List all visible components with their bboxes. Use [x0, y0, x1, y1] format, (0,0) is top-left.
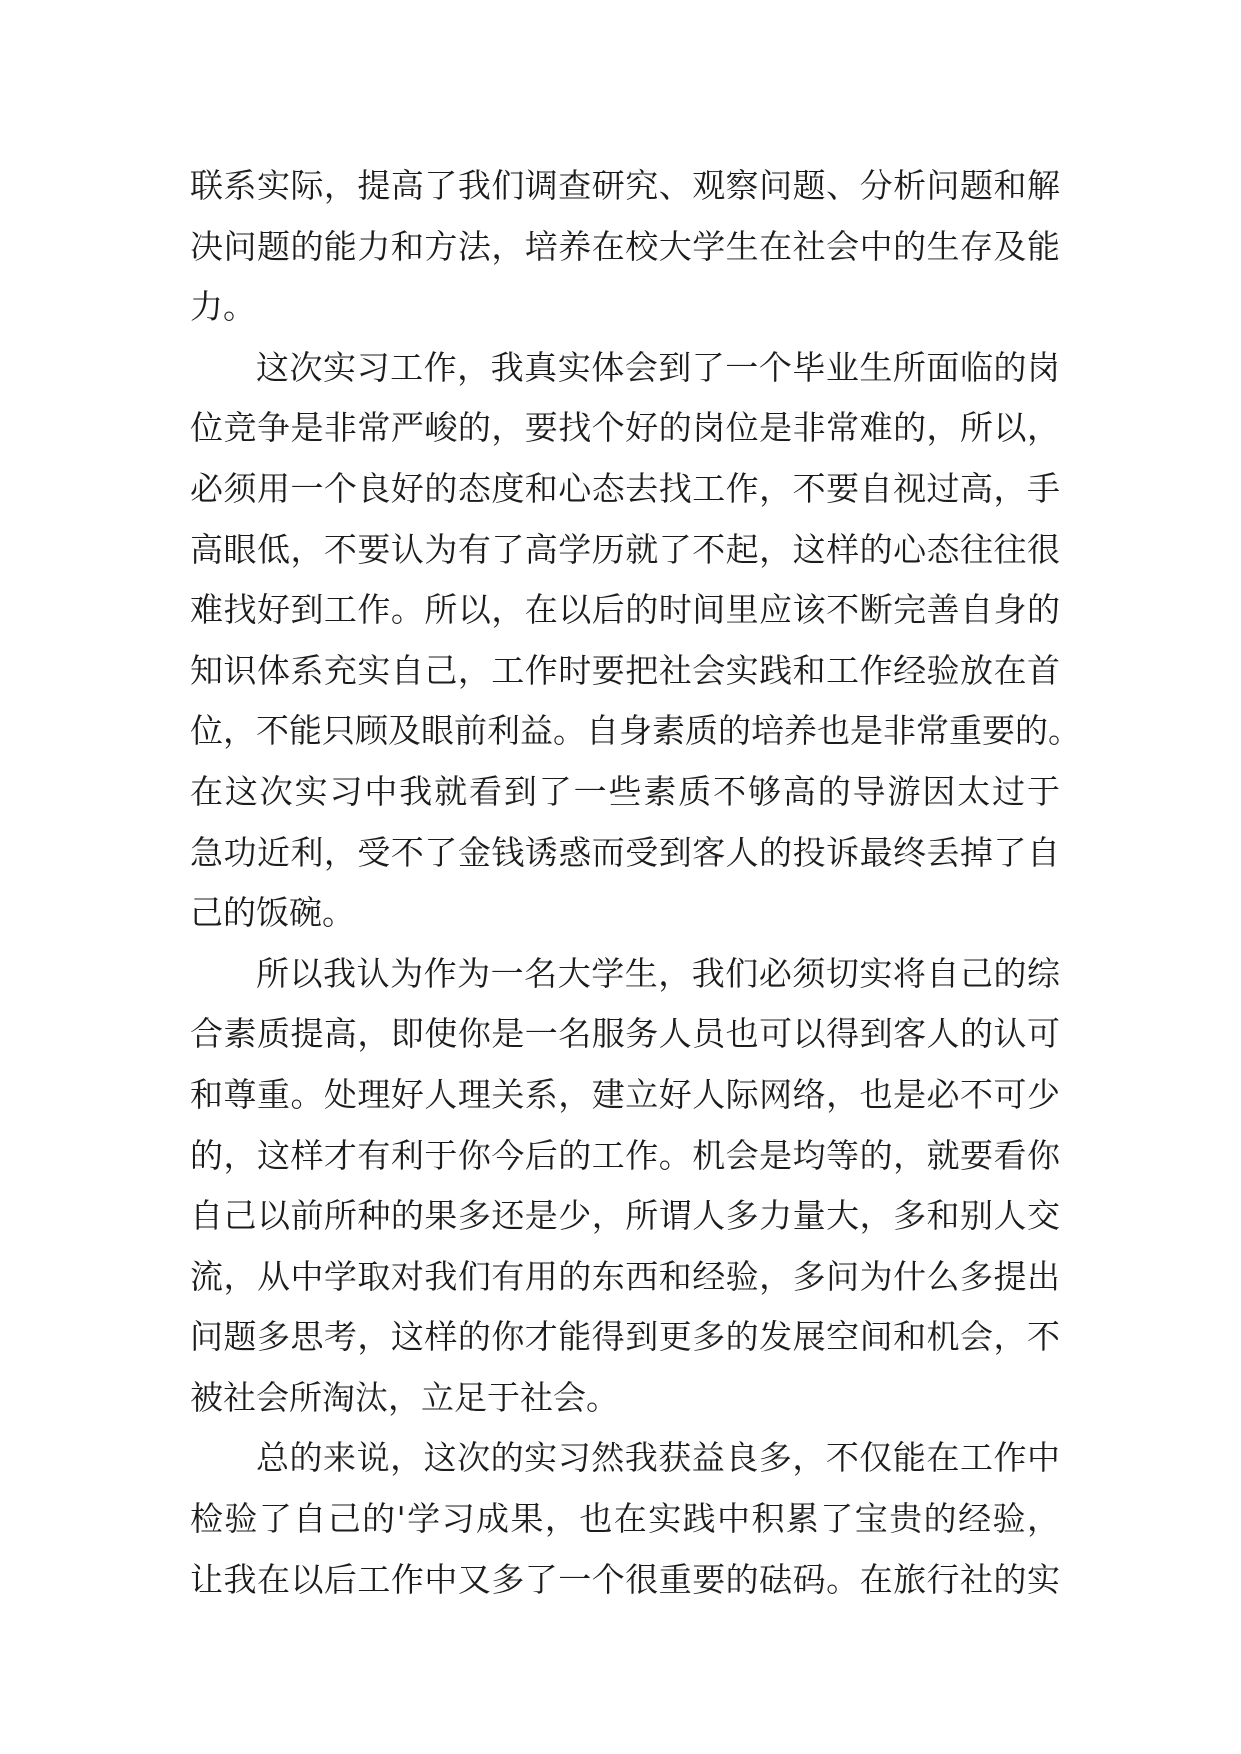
text-line: 位，不能只顾及眼前利益。自身素质的培养也是非常重要的。 — [190, 711, 1081, 751]
text-line: 急功近利，受不了金钱诱惑而受到客人的投诉最终丢掉了自 — [190, 832, 1060, 872]
text-line: 被社会所淘汰，立足于社会。 — [190, 1377, 619, 1417]
text-line: 的，这样才有利于你今后的工作。机会是均等的，就要看你 — [190, 1135, 1060, 1175]
text-line: 知识体系充实自己，工作时要把社会实践和工作经验放在首 — [190, 650, 1060, 690]
text-line: 问题多思考，这样的你才能得到更多的发展空间和机会，不 — [190, 1317, 1060, 1357]
text-line: 让我在以后工作中又多了一个很重要的砝码。在旅行社的实 — [190, 1559, 1060, 1599]
text-line: 决问题的能力和方法，培养在校大学生在社会中的生存及能 — [190, 226, 1060, 266]
text-line: 必须用一个良好的态度和心态去找工作，不要自视过高，手 — [190, 468, 1060, 508]
text-line: 在这次实习中我就看到了一些素质不够高的导游因太过于 — [190, 771, 1060, 811]
text-line: 和尊重。处理好人理关系，建立好人际网络，也是必不可少 — [190, 1074, 1060, 1114]
text-line: 自己以前所种的果多还是少，所谓人多力量大，多和别人交 — [190, 1196, 1060, 1236]
text-line: 总的来说，这次的实习然我获益良多，不仅能在工作中 — [256, 1438, 1060, 1478]
text-line: 力。 — [190, 287, 256, 327]
text-line: 位竞争是非常严峻的，要找个好的岗位是非常难的，所以， — [190, 408, 1060, 448]
text-line: 这次实习工作，我真实体会到了一个毕业生所面临的岗 — [256, 347, 1060, 387]
text-line: 联系实际，提高了我们调查研究、观察问题、分析问题和解 — [190, 166, 1060, 205]
text-line: 己的饭碗。 — [190, 893, 355, 933]
text-line: 高眼低，不要认为有了高学历就了不起，这样的心态往往很 — [190, 529, 1060, 569]
body-text — [190, 156, 1081, 1610]
text-line: 所以我认为作为一名大学生，我们必须切实将自己的综 — [256, 953, 1060, 993]
text-line: 检验了自己的'学习成果，也在实践中积累了宝贵的经验， — [190, 1499, 1060, 1539]
text-line: 合素质提高，即使你是一名服务人员也可以得到客人的认可 — [190, 1014, 1060, 1054]
text-line: 难找好到工作。所以，在以后的时间里应该不断完善自身的 — [190, 590, 1060, 630]
text-line: 流，从中学取对我们有用的东西和经验，多问为什么多提出 — [190, 1256, 1060, 1296]
